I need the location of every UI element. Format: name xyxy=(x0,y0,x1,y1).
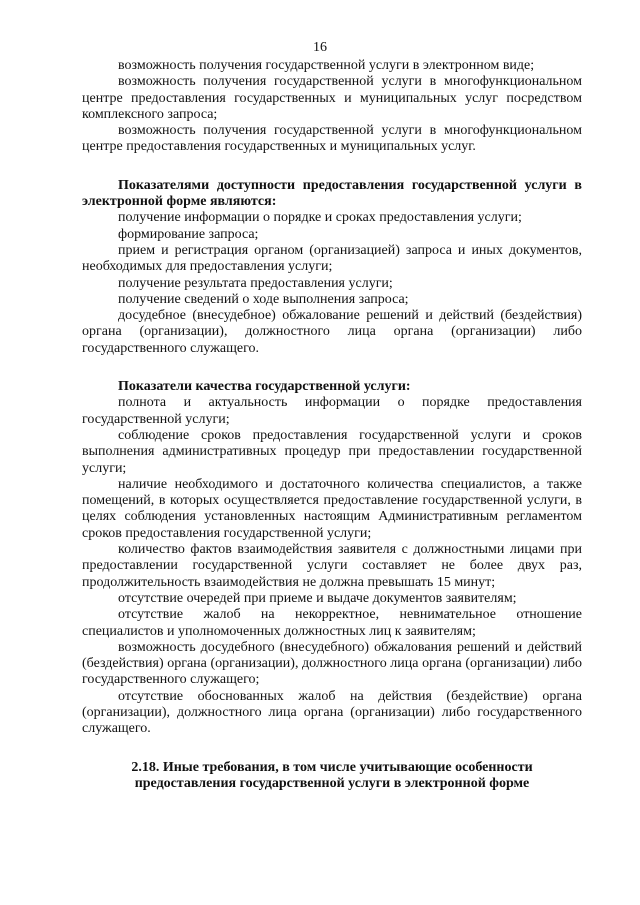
paragraph: получение сведений о ходе выполнения запроса; xyxy=(118,291,409,307)
paragraph: наличие необходимого и достаточного количества специалистов, а также помещений, в которых осуществляется предоставление государственной услуги, в целях соблюдения установленных настоящим Административным регламентом сроков предоставления государственной услуги; xyxy=(82,476,582,541)
paragraph: отсутствие жалоб на некорректное, невнимательное отношение специалистов и уполномоченных должностных лиц к заявителям; xyxy=(82,607,582,639)
section-heading-accessibility: Показателями доступности предоставления государственной услуги в электронной форме являются: xyxy=(82,177,582,210)
paragraph: отсутствие очередей при приеме и выдаче документов заявителям; xyxy=(118,590,517,606)
document-body xyxy=(82,58,582,792)
paragraph: возможность получения государственной услуги в многофункциональном центре предоставления государственных и муниципальных услуг посредством комплексного запроса; xyxy=(82,74,582,122)
paragraph: количество фактов взаимодействия заявителя с должностными лицами при предоставлении государственной услуги составляет не более двух раз, продолжительность взаимодействия не должна превышать 15 минут; xyxy=(82,542,582,590)
paragraph: возможность получения государственной услуги в электронном виде; xyxy=(118,58,535,73)
paragraph: получение информации о порядке и сроках предоставления услуги; xyxy=(118,210,522,226)
paragraph: отсутствие обоснованных жалоб на действия (бездействие) органа (организации), должностного лица органа (организации) либо государственного служащего. xyxy=(82,688,582,737)
paragraph: досудебное (внесудебное) обжалование решений и действий (бездействия) органа (организации), должностного лица органа (организации) либо государственного служащего. xyxy=(82,308,582,356)
section-heading-other-requirements: 2.18. Иные требования, в том числе учитывающие особенности предоставления государственной услуги в электронной форме xyxy=(131,759,533,791)
paragraph: формирование запроса; xyxy=(118,226,259,242)
paragraph: возможность досудебного (внесудебного) обжалования решений и действий (бездействия) органа (организации), должностного лица органа (организации) либо государственного служащего; xyxy=(82,639,582,688)
section-heading-quality: Показатели качества государственной услуги: xyxy=(118,379,411,395)
paragraph: соблюдение сроков предоставления государственной услуги и сроков выполнения административных процедур при предоставлении государственной услуги; xyxy=(82,427,582,476)
paragraph: прием и регистрация органом (организацией) запроса и иных документов, необходимых для предоставления услуги; xyxy=(82,242,582,275)
page-number: 16 xyxy=(313,40,327,55)
paragraph: возможность получения государственной услуги в многофункциональном центре предоставления государственных и муниципальных услуг. xyxy=(82,123,582,155)
paragraph: получение результата предоставления услуги; xyxy=(118,275,393,291)
paragraph: полнота и актуальность информации о порядке предоставления государственной услуги; xyxy=(82,395,582,427)
